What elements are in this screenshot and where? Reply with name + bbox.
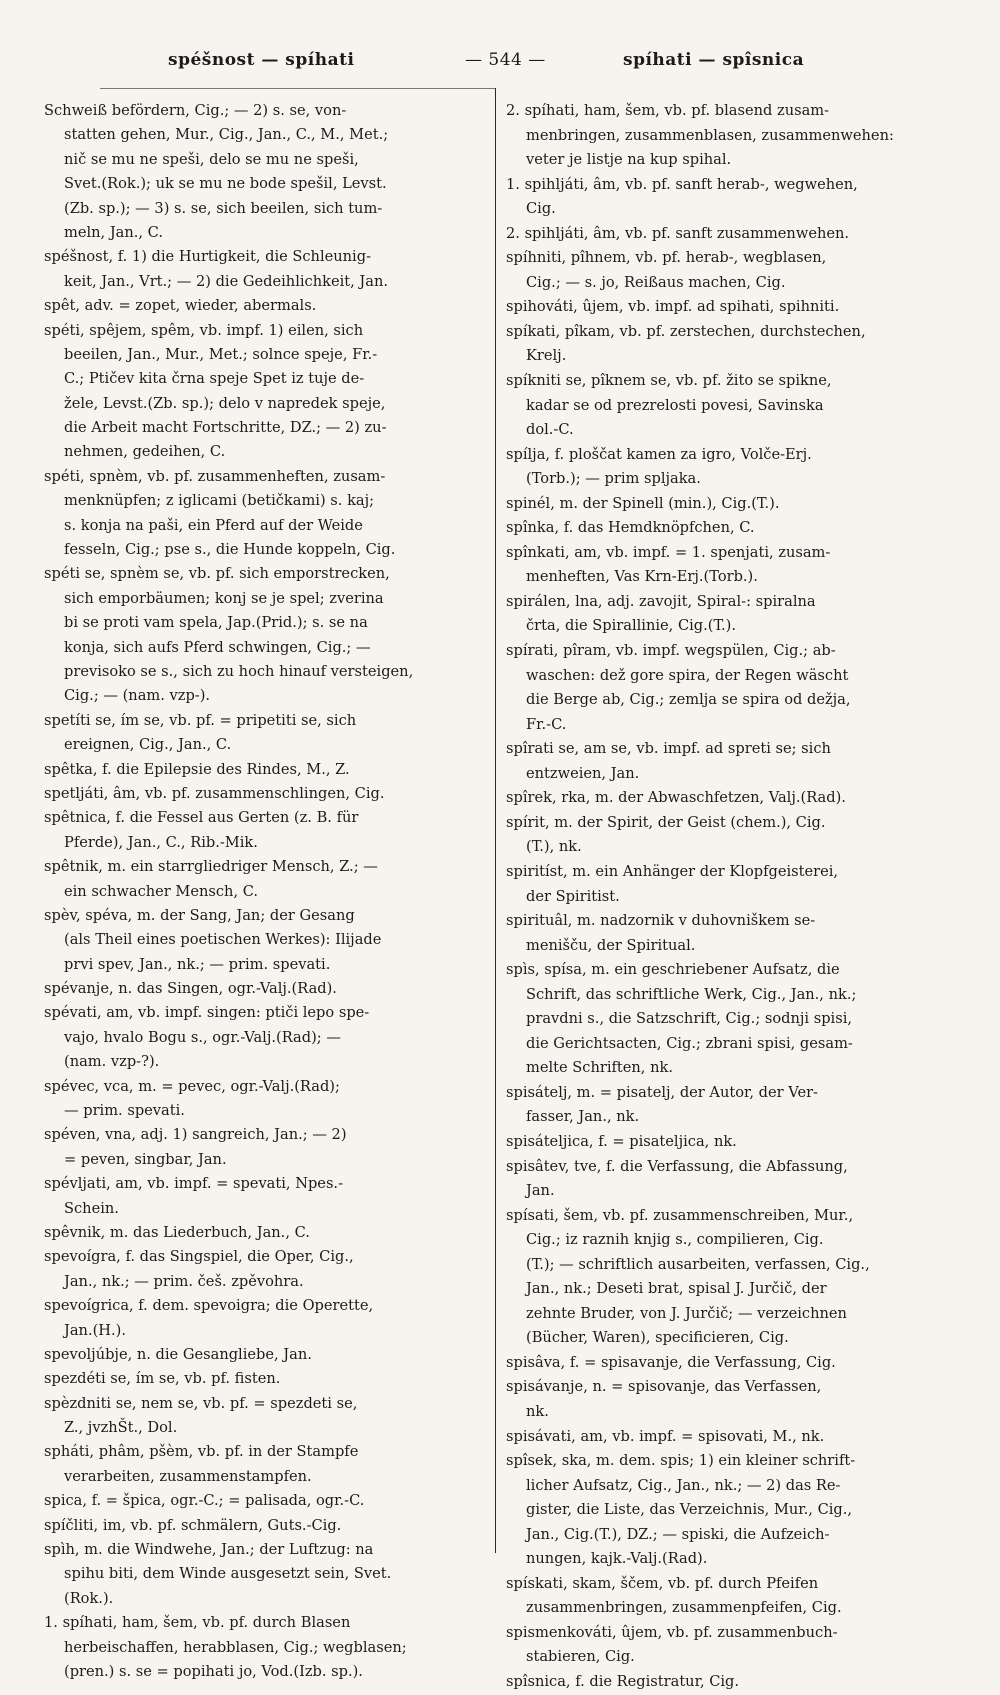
entry-line: spìh, m. die Windwehe, Jan.; der Luftzug: na <box>44 1541 374 1559</box>
entry-line: spevoígra, f. das Singspiel, die Oper, Cig., <box>44 1248 354 1266</box>
entry-line: spévati, am, vb. impf. singen: ptiči lepo spe- <box>44 1004 370 1022</box>
entry-line: nungen, kajk.-Valj.(Rad). <box>526 1550 708 1568</box>
entry-line: ein schwacher Mensch, C. <box>64 882 259 900</box>
entry-line: Jan.(H.). <box>64 1321 126 1339</box>
entry-line: Schein. <box>64 1199 119 1217</box>
entry-line: bi se proti vam spela, Jap.(Prid.); s. se na <box>64 614 368 632</box>
entry-line: spiritíst, m. ein Anhänger der Klopfgeisterei, <box>506 862 839 880</box>
entry-line: spêtka, f. die Epilepsie des Rindes, M., Z. <box>44 760 350 778</box>
entry-line: entzweien, Jan. <box>526 764 640 782</box>
entry-line: (als Theil eines poetischen Werkes): Ilijade <box>64 931 382 949</box>
entry-line: — prim. spevati. <box>64 1102 185 1120</box>
entry-line: (T.), nk. <box>526 838 582 856</box>
entry-line: spèv, spéva, m. der Sang, Jan; der Gesang <box>44 906 355 924</box>
entry-line: spéti, spêjem, spêm, vb. impf. 1) eilen, sich <box>44 321 364 339</box>
entry-line: Jan. <box>526 1182 555 1200</box>
left-column <box>44 99 490 1684</box>
entry-line: spihováti, ûjem, vb. impf. ad spihati, spihniti. <box>506 298 840 316</box>
entry-line: spetljáti, âm, vb. pf. zusammenschlingen, Cig. <box>44 784 385 802</box>
entry-line: die Gerichtsacten, Cig.; zbrani spisi, gesam- <box>526 1034 853 1052</box>
entry-line: Jan., Cig.(T.), DZ.; — spiski, die Aufzeich- <box>526 1525 830 1543</box>
entry-line: Pferde), Jan., C., Rib.-Mik. <box>64 833 258 851</box>
entry-line: spírati, pîram, vb. impf. wegspülen, Cig.; ab- <box>506 642 836 660</box>
entry-line: (Bücher, Waren), specificieren, Cig. <box>526 1329 789 1347</box>
entry-line: spílja, f. ploščat kamen za igro, Volče-Erj. <box>506 445 812 463</box>
entry-line: keit, Jan., Vrt.; — 2) die Gedeihlichkeit, Jan. <box>64 272 388 290</box>
entry-line: Fr.-C. <box>526 715 567 733</box>
entry-line: fesseln, Cig.; pse s., die Hunde koppeln, Cig. <box>64 541 396 559</box>
right-guideword: spíhati — spîsnica <box>623 50 805 70</box>
running-head <box>60 50 940 76</box>
entry-line: beeilen, Jan., Mur., Met.; solnce speje, Fr.- <box>64 345 378 363</box>
entry-line: melte Schriften, nk. <box>526 1059 673 1077</box>
entry-line: spéti se, spnèm se, vb. pf. sich emporstrecken, <box>44 565 390 583</box>
entry-line: Schweiß befördern, Cig.; — 2) s. se, von- <box>44 102 347 119</box>
entry-line: 2. spíhati, ham, šem, vb. pf. blasend zusam- <box>506 102 830 119</box>
entry-line: sich emporbäumen; konj se je spel; zverina <box>64 589 384 607</box>
entry-line: spîrati se, am se, vb. impf. ad spreti se; sich <box>506 740 831 758</box>
entry-line: spîrek, rka, m. der Abwaschfetzen, Valj.(Rad). <box>506 789 846 807</box>
entry-line: Z., jvzhŠt., Dol. <box>64 1419 178 1437</box>
entry-line: Jan., nk.; Deseti brat, spisal J. Jurčič, der <box>526 1280 827 1298</box>
entry-line: spêtnica, f. die Fessel aus Gerten (z. B. für <box>44 809 359 827</box>
entry-line: Svet.(Rok.); uk se mu ne bode spešil, Levst. <box>64 175 387 193</box>
entry-line: spînka, f. das Hemdknöpfchen, C. <box>506 519 755 537</box>
entry-line: menišču, der Spiritual. <box>526 936 696 954</box>
entry-line: spévanje, n. das Singen, ogr.-Valj.(Rad). <box>44 980 337 998</box>
entry-line: previsoko se s., sich zu hoch hinauf versteigen, <box>64 662 414 680</box>
left-guideword: spéšnost — spíhati <box>168 50 355 70</box>
entry-line: spíkati, pîkam, vb. pf. zerstechen, durchstechen, <box>506 322 866 340</box>
entry-line: 1. spihljáti, âm, vb. pf. sanft herab-, wegwehen, <box>506 175 858 193</box>
entry-line: spevoljúbje, n. die Gesangliebe, Jan. <box>44 1345 312 1363</box>
entry-line: nehmen, gedeihen, C. <box>64 443 226 461</box>
entry-line: spéti, spnèm, vb. pf. zusammenheften, zusam- <box>44 467 386 485</box>
entry-line: (Torb.); — prim spljaka. <box>526 470 701 488</box>
entry-line: Cig.; iz raznih knjig s., compilieren, Cig. <box>526 1231 824 1249</box>
entry-line: spîsnica, f. die Registratur, Cig. <box>506 1673 740 1690</box>
entry-line: črta, die Spirallinie, Cig.(T.). <box>526 617 737 635</box>
entry-line: spezdéti se, ím se, vb. pf. fisten. <box>44 1370 281 1388</box>
entry-line: kadar se od prezrelosti povesi, Savinska <box>526 396 824 414</box>
entry-line: zusammenbringen, zusammenpfeifen, Cig. <box>526 1599 842 1617</box>
entry-line: spévec, vca, m. = pevec, ogr.-Valj.(Rad); <box>44 1077 340 1095</box>
entry-line: spisávanje, n. = spisovanje, das Verfassen, <box>506 1378 822 1396</box>
entry-line: nk. <box>526 1402 549 1420</box>
entry-line: (T.); — schriftlich ausarbeiten, verfassen, Cig., <box>526 1255 870 1273</box>
entry-line: verarbeiten, zusammenstampfen. <box>64 1467 312 1485</box>
header-rule <box>100 88 495 89</box>
entry-line: spéven, vna, adj. 1) sangreich, Jan.; — 2) <box>44 1126 347 1144</box>
entry-line: spisátelj, m. = pisatelj, der Autor, der Ver- <box>506 1083 818 1101</box>
entry-line: spêvnik, m. das Liederbuch, Jan., C. <box>44 1223 310 1241</box>
entry-line: spinél, m. der Spinell (min.), Cig.(T.). <box>506 494 780 512</box>
entry-line: Krelj. <box>526 347 567 365</box>
entry-line: spêt, adv. = zopet, wieder, abermals. <box>44 297 317 315</box>
entry-line: spevoígrica, f. dem. spevoigra; die Operette, <box>44 1297 374 1315</box>
entry-line: vajo, hvalo Bogu s., ogr.-Valj.(Rad); — <box>64 1028 341 1046</box>
entry-line: (pren.) s. se = popihati jo, Vod.(Izb. sp.). <box>64 1663 363 1680</box>
entry-line: spetíti se, ím se, vb. pf. = pripetiti se, sich <box>44 711 357 729</box>
entry-line: Jan., nk.; — prim. češ. zpěvohra. <box>64 1272 304 1290</box>
entry-line: statten gehen, Mur., Cig., Jan., C., M., Met.; <box>64 126 389 144</box>
entry-line: = peven, singbar, Jan. <box>64 1150 227 1168</box>
entry-line: spíkniti se, pîknem se, vb. pf. žito se spikne, <box>506 372 832 390</box>
entry-line: spévljati, am, vb. impf. = spevati, Npes.- <box>44 1175 344 1193</box>
entry-line: Cig.; — s. jo, Reißaus machen, Cig. <box>526 273 786 291</box>
entry-line: menbringen, zusammenblasen, zusammenwehen: <box>526 126 894 144</box>
entry-line: pravdni s., die Satzschrift, Cig.; sodnji spisi, <box>526 1010 853 1028</box>
entry-line: spica, f. = špica, ogr.-C.; = palisada, ogr.-C. <box>44 1492 365 1510</box>
entry-line: C.; Ptičev kita črna speje Spet iz tuje de- <box>64 370 365 388</box>
entry-line: 2. spihljáti, âm, vb. pf. sanft zusammenwehen. <box>506 224 850 242</box>
entry-line: herbeischaffen, herabblasen, Cig.; wegblasen; <box>64 1638 407 1656</box>
entry-line: spirálen, lna, adj. zavojit, Spiral-: spiralna <box>506 592 816 610</box>
entry-line: s. konja na paši, ein Pferd auf der Weide <box>64 516 363 534</box>
entry-line: ereignen, Cig., Jan., C. <box>64 736 232 754</box>
entry-line: spihu biti, dem Winde ausgesetzt sein, Svet. <box>64 1565 392 1583</box>
entry-line: fasser, Jan., nk. <box>526 1108 640 1126</box>
entry-line: (Zb. sp.); — 3) s. se, sich beeilen, sich tum- <box>64 199 383 217</box>
entry-line: gister, die Liste, das Verzeichnis, Mur., Cig., <box>526 1501 853 1519</box>
entry-line: veter je listje na kup spihal. <box>526 151 732 169</box>
entry-line: spískati, skam, ščem, vb. pf. durch Pfeifen <box>506 1574 819 1592</box>
entry-line: zehnte Bruder, von J. Jurčič; — verzeichnen <box>526 1304 847 1322</box>
entry-line: žele, Levst.(Zb. sp.); delo v napredek speje, <box>64 394 386 412</box>
entry-line: spismenkováti, ûjem, vb. pf. zusammenbuch- <box>506 1623 838 1641</box>
entry-line: spîsek, ska, m. dem. spis; 1) ein kleiner schrift- <box>506 1452 856 1470</box>
entry-line: waschen: dež gore spira, der Regen wäscht <box>526 666 849 684</box>
entry-line: licher Aufsatz, Cig., Jan., nk.; — 2) das Re- <box>526 1476 841 1494</box>
entry-line: spháti, phâm, pšèm, vb. pf. in der Stampfe <box>44 1443 359 1461</box>
right-column <box>506 99 954 1695</box>
page-number: — 544 — <box>465 50 546 70</box>
entry-line: Cig.; — (nam. vzp-). <box>64 687 211 705</box>
entry-line: konja, sich aufs Pferd schwingen, Cig.; — <box>64 638 371 656</box>
entry-line: dol.-C. <box>526 421 574 439</box>
entry-line: die Arbeit macht Fortschritte, DZ.; — 2) zu- <box>64 419 387 437</box>
entry-line: die Berge ab, Cig.; zemlja se spira od dežja, <box>526 691 851 709</box>
entry-line: spirituâl, m. nadzornik v duhovniškem se- <box>506 912 816 930</box>
entry-line: prvi spev, Jan., nk.; — prim. spevati. <box>64 955 331 973</box>
entry-line: spisávati, am, vb. impf. = spisovati, M., nk. <box>506 1427 825 1445</box>
entry-line: (nam. vzp-?). <box>64 1053 160 1071</box>
entry-line: spéšnost, f. 1) die Hurtigkeit, die Schleunig- <box>44 248 371 266</box>
entry-line: spisâtev, tve, f. die Verfassung, die Abfassung, <box>506 1157 848 1175</box>
column-divider <box>495 88 496 1553</box>
entry-line: spíčliti, im, vb. pf. schmälern, Guts.-Cig. <box>44 1516 342 1534</box>
entry-line: spêtnik, m. ein starrgliedriger Mensch, Z.; — <box>44 858 378 876</box>
entry-line: spèzdniti se, nem se, vb. pf. = spezdeti se, <box>44 1394 358 1412</box>
entry-line: spisáteljica, f. = pisateljica, nk. <box>506 1132 737 1150</box>
entry-line: stabieren, Cig. <box>526 1648 635 1666</box>
entry-line: Cig. <box>526 200 556 218</box>
entry-line: der Spiritist. <box>526 887 620 905</box>
entry-line: spíhniti, pîhnem, vb. pf. herab-, wegblasen, <box>506 249 827 267</box>
entry-line: Schrift, das schriftliche Werk, Cig., Jan., nk.; <box>526 985 857 1003</box>
entry-line: spînkati, am, vb. impf. = 1. spenjati, zusam- <box>506 543 831 561</box>
entry-line: spírit, m. der Spirit, der Geist (chem.), Cig. <box>506 813 826 831</box>
entry-line: menheften, Vas Krn-Erj.(Torb.). <box>526 568 758 586</box>
entry-line: spísati, šem, vb. pf. zusammenschreiben, Mur., <box>506 1206 854 1224</box>
entry-line: spìs, spísa, m. ein geschriebener Aufsatz, die <box>506 961 840 979</box>
entry-line: (Rok.). <box>64 1589 114 1607</box>
entry-line: 1. spíhati, ham, šem, vb. pf. durch Blasen <box>44 1614 351 1632</box>
entry-line: nič se mu ne speši, delo se mu ne speši, <box>64 150 359 168</box>
entry-line: menknüpfen; z iglicami (betičkami) s. kaj; <box>64 492 375 510</box>
entry-line: meln, Jan., C. <box>64 223 163 241</box>
entry-line: spisâva, f. = spisavanje, die Verfassung, Cig. <box>506 1353 836 1371</box>
